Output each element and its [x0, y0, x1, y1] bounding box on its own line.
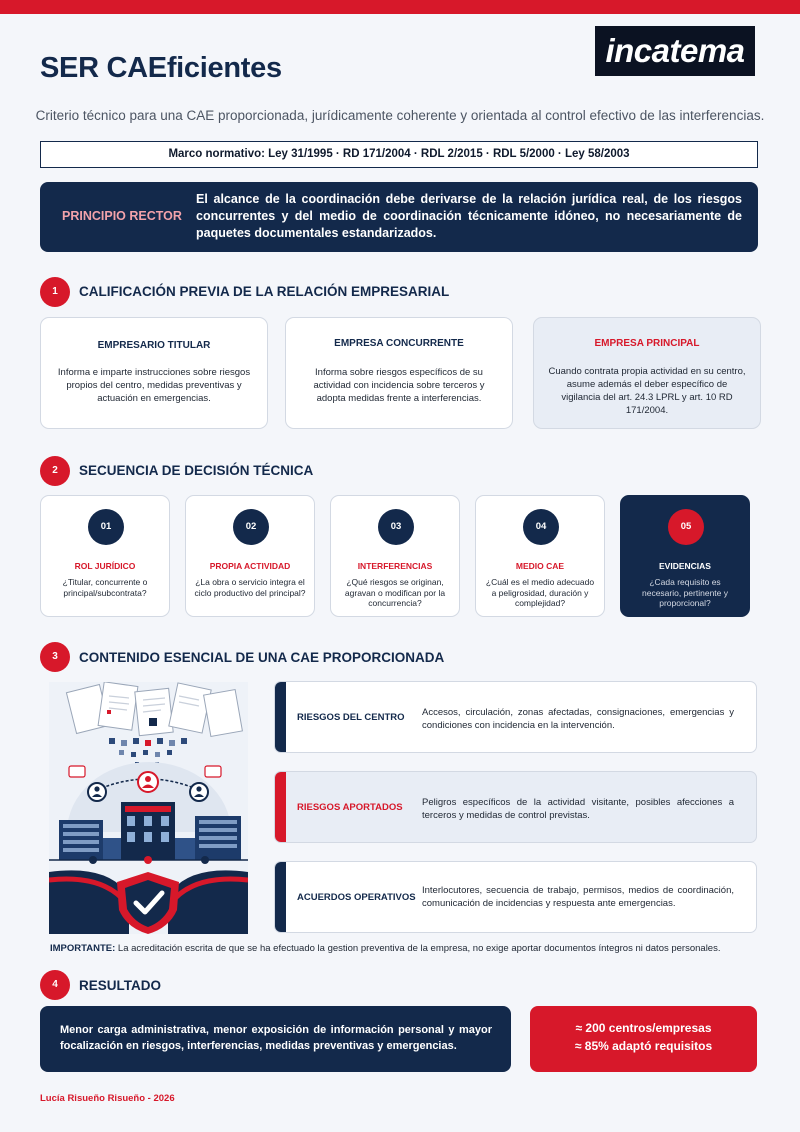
principle-box — [40, 182, 758, 252]
author-footer: Lucía Risueño Risueño - 2026 — [40, 1093, 175, 1104]
risk-row-acuerdos — [274, 861, 757, 933]
risk-label: RIESGOS DEL CENTRO — [297, 712, 405, 723]
step-rol-juridico — [40, 495, 170, 617]
card-empresario-titular — [40, 317, 268, 429]
step-medio-cae — [475, 495, 605, 617]
section-title-4: RESULTADO — [79, 978, 161, 993]
card-text: Informa sobre riesgos específicos de su actividad con incidencia sobre terceros y adopta medidas frente a interferencias. — [313, 367, 485, 404]
section-number-3: 3 — [40, 642, 70, 672]
risk-row-aportados — [274, 771, 757, 843]
step-text: ¿Titular, concurrente o principal/subcontrata? — [62, 577, 148, 598]
section-title-2: SECUENCIA DE DECISIÓN TÉCNICA — [79, 463, 314, 478]
risk-text: Accesos, circulación, zonas afectadas, consignaciones, emergencias y condiciones con incidencia en la intervención. — [422, 707, 734, 731]
incatema-logo: incatema — [595, 26, 755, 76]
risk-accent-bar — [275, 862, 286, 932]
step-number-circle: 05 — [668, 509, 704, 545]
stat-centros: ≈ 200 centros/empresas — [575, 1021, 712, 1035]
card-empresa-concurrente — [285, 317, 513, 429]
result-text: Menor carga administrativa, menor exposición de información personal y mayor focalización en riesgos, interferencias, medidas preventivas y emergencias. — [60, 1024, 492, 1052]
risk-accent-bar — [275, 772, 286, 842]
card-title: EMPRESA PRINCIPAL — [594, 338, 700, 349]
section-number-1: 1 — [40, 277, 70, 307]
card-title: EMPRESARIO TITULAR — [97, 340, 211, 351]
result-box — [40, 1006, 511, 1072]
step-text: ¿Cada requisito es necesario, pertinente y proporcional? — [642, 577, 728, 608]
card-text: Cuando contrata propia actividad en su centro, asume además el deber específico de vigilancia del art. 24.3 LPRL y art. 10 RD 171/2004. — [548, 366, 746, 416]
step-number-circle: 03 — [378, 509, 414, 545]
section-number-2: 2 — [40, 456, 70, 486]
page-subtitle: Criterio técnico para una CAE proporcionada, jurídicamente coherente y orientada al control efectivo de las interferencias. — [35, 108, 765, 123]
important-label: IMPORTANTE: — [50, 943, 116, 954]
section-title-3: CONTENIDO ESENCIAL DE UNA CAE PROPORCIONADA — [79, 650, 445, 665]
top-accent-bar — [0, 0, 800, 14]
stats-box — [530, 1006, 757, 1072]
card-text: Informa e imparte instrucciones sobre riesgos propios del centro, medidas preventivas y actuación en emergencias. — [57, 367, 251, 404]
stat-adaptacion: ≈ 85% adaptó requisitos — [574, 1039, 713, 1053]
risk-text: Interlocutores, secuencia de trabajo, permisos, medios de coordinación, comunicación de incidencias y respuesta ante emergencias. — [422, 885, 734, 909]
page-title: SER CAEficientes — [40, 52, 282, 84]
risk-text: Peligros específicos de la actividad visitante, posibles afecciones a terceros y medidas de control previstas. — [422, 797, 734, 821]
important-note — [50, 943, 770, 954]
step-text: ¿La obra o servicio integra el ciclo productivo del principal? — [194, 577, 306, 598]
important-text: La acreditación escrita de que se ha efectuado la gestion preventiva de la empresa, no exige aportar documentos íntegros ni datos personales. — [117, 943, 721, 954]
step-number-circle: 02 — [233, 509, 269, 545]
section-title-1: CALIFICACIÓN PREVIA DE LA RELACIÓN EMPRESARIAL — [79, 284, 450, 299]
risk-label: RIESGOS APORTADOS — [297, 802, 403, 813]
card-title: EMPRESA CONCURRENTE — [334, 338, 464, 349]
step-evidencias — [620, 495, 750, 617]
step-title: ROL JURÍDICO — [74, 561, 136, 571]
principle-label: PRINCIPIO RECTOR — [62, 209, 182, 223]
step-title: PROPIA ACTIVIDAD — [209, 561, 291, 571]
step-number-circle: 04 — [523, 509, 559, 545]
card-empresa-principal — [533, 317, 761, 429]
coordination-illustration — [49, 682, 248, 934]
step-title: MEDIO CAE — [515, 561, 565, 571]
step-title: EVIDENCIAS — [659, 561, 711, 571]
step-title: INTERFERENCIAS — [357, 561, 433, 571]
risk-accent-bar — [275, 682, 286, 752]
step-interferencias — [330, 495, 460, 617]
step-propia-actividad — [185, 495, 315, 617]
section-number-4: 4 — [40, 970, 70, 1000]
step-text: ¿Cuál es el medio adecuado a peligrosidad, duración y complejidad? — [485, 577, 595, 608]
risk-label: ACUERDOS OPERATIVOS — [297, 892, 416, 903]
step-number-circle: 01 — [88, 509, 124, 545]
principle-text: El alcance de la coordinación debe derivarse de la relación jurídica real, de los riesgos concurrentes y del medio de coordinación técnicamente idóneo, no necesariamente de paquetes documentales estandarizados. — [196, 192, 742, 240]
step-text: ¿Qué riesgos se originan, agravan o modifican por la concurrencia? — [344, 577, 446, 608]
normative-framework-box: Marco normativo: Ley 31/1995 · RD 171/2004 · RDL 2/2015 · RDL 5/2000 · Ley 58/2003 — [40, 141, 758, 168]
risk-row-centro — [274, 681, 757, 753]
